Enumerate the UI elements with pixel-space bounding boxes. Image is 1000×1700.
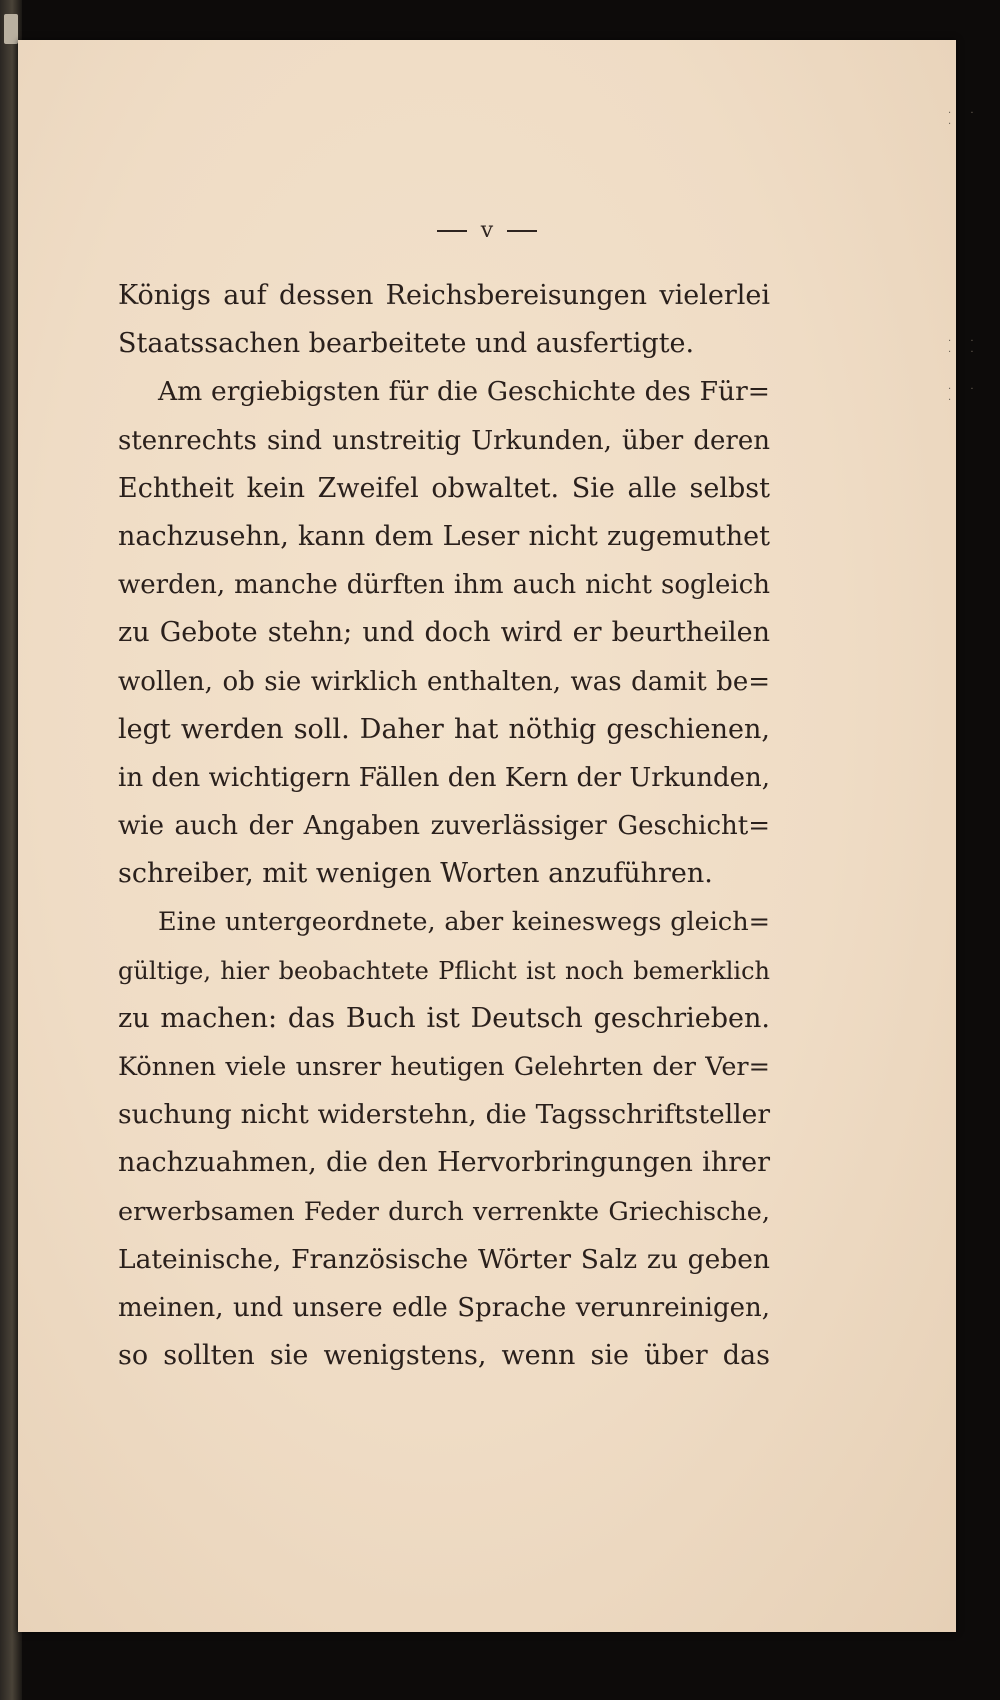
paragraph-1	[118, 272, 770, 368]
dash-right	[507, 230, 537, 232]
text-line: wie auch der Angaben zuverlässiger Geschicht=	[118, 811, 770, 842]
text-line: Lateinische, Französische Wörter Salz zu geben	[118, 1243, 770, 1275]
page-edge-marks: · · · ·	[948, 336, 982, 358]
text-line: zu Gebote stehn; und doch wird er beurtheilen	[118, 617, 770, 649]
text-line: meinen, und unsere edle Sprache verunreinigen,	[118, 1292, 770, 1323]
dash-left	[437, 230, 467, 232]
text-line: nachzuahmen, die den Hervorbringungen ihrer	[118, 1147, 770, 1179]
page-tab-marker	[4, 14, 18, 44]
text-line: Können viele unsrer heutigen Gelehrten der Ver=	[118, 1052, 770, 1082]
text-line: legt werden soll. Daher hat nöthig geschienen,	[118, 713, 770, 745]
text-line: Am ergiebigsten für die Geschichte des Für=	[158, 376, 770, 408]
page-edge-marks: · · ·	[948, 108, 982, 130]
text-line: nachzusehn, kann dem Leser nicht zugemuthet	[118, 520, 770, 552]
text-line: Echtheit kein Zweifel obwaltet. Sie alle selbst	[118, 472, 770, 504]
text-line: wollen, ob sie wirklich enthalten, was damit be=	[118, 666, 770, 697]
text-line: in den wichtigern Fällen den Kern der Urkunden,	[118, 762, 770, 793]
text-line: erwerbsamen Feder durch verrenkte Griechische,	[118, 1196, 770, 1227]
text-line: werden, manche dürften ihm auch nicht sogleich	[118, 570, 770, 601]
body-text	[118, 272, 770, 1380]
text-line: Staatssachen bearbeitete und ausfertigte.	[118, 328, 695, 360]
text-line: stenrechts sind unstreitig Urkunden, über deren	[118, 425, 770, 456]
text-line: gültige, hier beobachtete Pflicht ist noch bemerklich	[118, 956, 770, 985]
page-number: v	[480, 218, 494, 243]
text-line: zu machen: das Buch ist Deutsch geschrieben.	[118, 1002, 770, 1034]
text-line: Eine untergeordnete, aber keineswegs gleich=	[158, 907, 770, 938]
text-line: Königs auf dessen Reichsbereisungen vielerlei	[118, 280, 770, 311]
text-line: suchung nicht widerstehn, die Tagsschriftsteller	[118, 1099, 770, 1131]
text-line: so sollten sie wenigstens, wenn sie über das	[118, 1340, 770, 1372]
page-edge-marks: · · ·	[948, 384, 982, 406]
paragraph-3	[118, 898, 770, 1380]
text-line: schreiber, mit wenigen Worten anzuführen.	[118, 858, 713, 890]
running-head	[18, 218, 956, 243]
paragraph-2	[118, 368, 770, 898]
